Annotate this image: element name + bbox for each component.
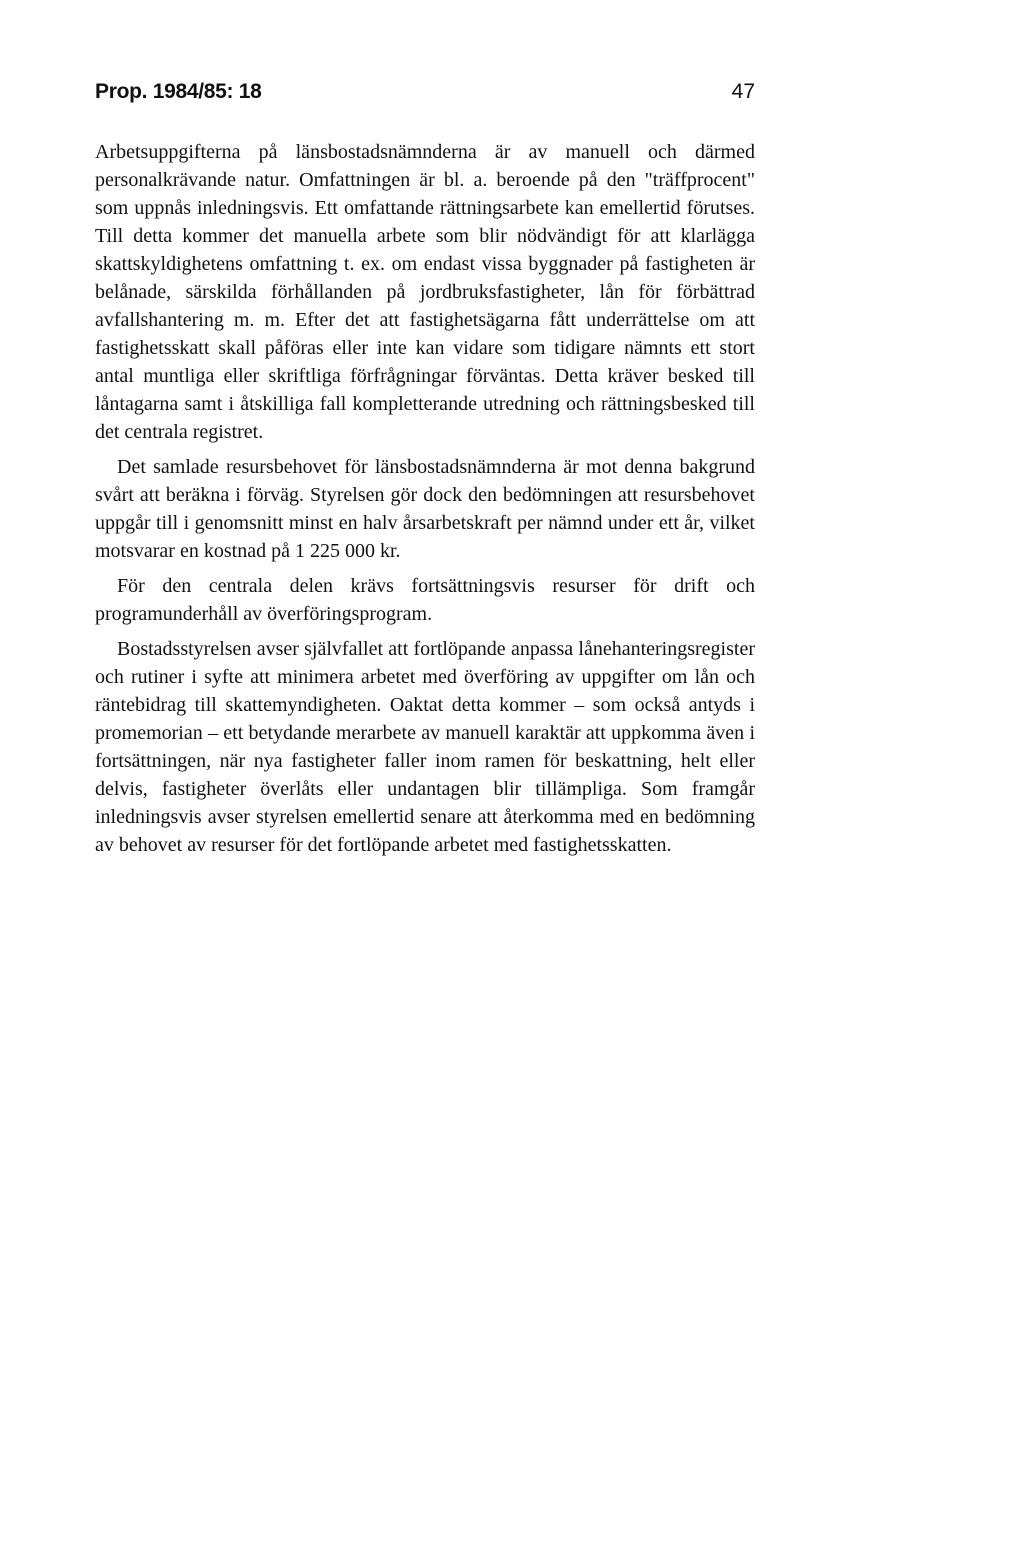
body-text xyxy=(95,138,755,866)
document-reference: Prop. 1984/85: 18 xyxy=(95,80,262,103)
page-header xyxy=(95,80,755,120)
page-number: 47 xyxy=(731,80,755,103)
paragraph-3: För den centrala delen krävs fortsättningsvis resurser för drift och programunderhåll av överföringsprogram. xyxy=(95,575,755,625)
paragraph-4: Bostadsstyrelsen avser självfallet att fortlöpande anpassa lånehanteringsregister och rutiner i syfte att minimera arbetet med överföring av uppgifter om lån och räntebidrag till skattemyndigheten. Oaktat detta kommer – som också antyds i promemorian – ett betydande merarbete av manuell karaktär att uppkomma även i fortsättningen, när nya fastigheter faller inom ramen för beskattning, helt eller delvis, fastigheter överlåts eller undantagen blir tillämpliga. Som framgår inledningsvis avser styrelsen emellertid senare att återkomma med en bedömning av behovet av resurser för det fortlöpande arbetet med fastighetsskatten. xyxy=(95,638,755,856)
paragraph-2: Det samlade resursbehovet för länsbostadsnämnderna är mot denna bakgrund svårt att beräkna i förväg. Styrelsen gör dock den bedömningen att resursbehovet uppgår till i genomsnitt minst en halv årsarbetskraft per nämnd under ett år, vilket motsvarar en kostnad på 1 225 000 kr. xyxy=(95,456,755,562)
paragraph-1: Arbetsuppgifterna på länsbostadsnämnderna är av manuell och därmed personalkrävande natur. Omfattningen är bl. a. beroende på den "träffprocent" som uppnås inledningsvis. Ett omfattande rättningsarbete kan emellertid förutses. Till detta kommer det manuella arbete som blir nödvändigt för att klarlägga skattskyldighetens omfattning t. ex. om endast vissa byggnader på fastigheten är belånade, särskilda förhållanden på jordbruksfastigheter, lån för förbättrad avfallshantering m. m. Efter det att fastighetsägarna fått underrättelse om att fastighetsskatt skall påföras eller inte kan vidare som tidigare nämnts ett stort antal muntliga eller skriftliga förfrågningar förväntas. Detta kräver besked till låntagarna samt i åtskilliga fall kompletterande utredning och rättningsbesked till det centrala registret. xyxy=(95,141,755,443)
